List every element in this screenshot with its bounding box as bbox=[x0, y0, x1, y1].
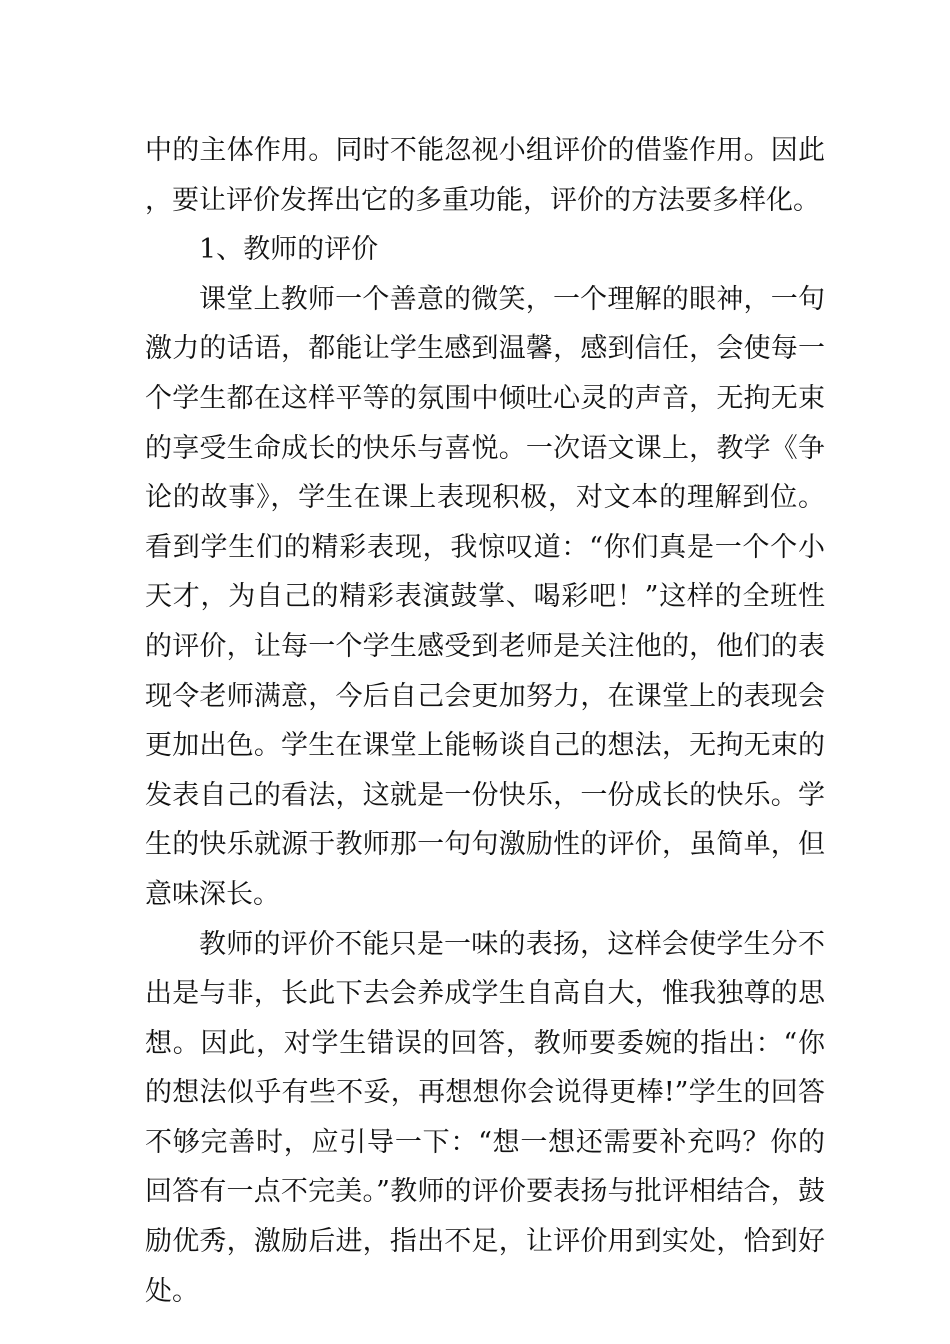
paragraph-teacher-praise: 课堂上教师一个善意的微笑，一个理解的眼神，一句激力的话语，都能让学生感到温馨，感到信任，会使每一个学生都在这样平等的氛围中倾吐心灵的声音，无拘无束的享受生命成长的快乐与喜悦。一次语文课上，教学《争论的故事》，学生在课上表现积极，对文本的理解到位。看到学生们的精彩表现，我惊叹道：“你们真是一个个小天才，为自己的精彩表演鼓掌、喝彩吧！”这样的全班性的评价，让每一个学生感受到老师是关注他的，他们的表现令老师满意，今后自己会更加努力，在课堂上的表现会更加出色。学生在课堂上能畅谈自己的想法，无拘无束的发表自己的看法，这就是一份快乐，一份成长的快乐。学生的快乐就源于教师那一句句激励性的评价，虽简单，但意味深长。 bbox=[145, 283, 825, 910]
paragraph-teacher-criticism: 教师的评价不能只是一味的表扬，这样会使学生分不出是与非，长此下去会养成学生自高自大，惟我独尊的思想。因此，对学生错误的回答，教师要委婉的指出：“你的想法似乎有些不妥，再想想你会说得更棒!”学生的回答不够完善时，应引导一下：“想一想还需要补充吗？你的回答有一点不完美。”教师的评价要表扬与批评相结合，鼓励优秀，激励后进，指出不足，让评价用到实处，恰到好处。 bbox=[145, 928, 825, 1307]
section-heading: 1、教师的评价 bbox=[199, 234, 379, 266]
paragraph-continuation: 中的主体作用。同时不能忽视小组评价的借鉴作用。因此，要让评价发挥出它的多重功能，评价的方法要多样化。 bbox=[145, 135, 825, 216]
document-body bbox=[145, 126, 825, 1316]
